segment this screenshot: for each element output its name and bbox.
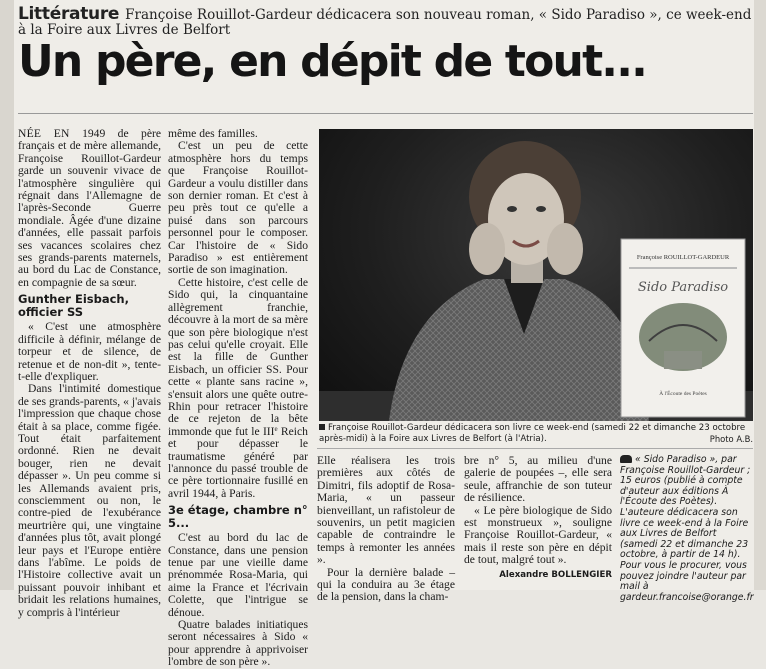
adjacent-page-strip-right: [754, 0, 766, 590]
adjacent-page-strip-left: [0, 0, 14, 590]
paragraph: Dans l'intimité domestique de ses grands-parents, « j'avais l'impression que chaque chose était à sa place, comme figée. Tout était parfaitement ordonné. Rien ne devait bouger, rien ne devait dépasser ». Un peu comme si les Allemands avaient pris, consciemment ou non, le contre-pied de l'exubérance meurtrière qui, une vingtaine d'années plus tôt, avait plongé leur pays et l'Europe entière dans l'abîme. Le poids de l'Histoire collective avait un puissant pouvoir inhibant et bridait les relations humaines, y compris à l'intérieur: [18, 382, 161, 619]
person-hand: [547, 223, 583, 275]
paragraph: [18, 128, 161, 289]
lead-word: NÉE EN: [18, 127, 70, 140]
header-line-1: [18, 4, 751, 24]
paragraph: « Le père biologique de Sido est monstrueux », souligne Françoise Rouillot-Gardeur, « mais il reste son père en dépit de tout, malgré tout ».: [464, 503, 612, 567]
paragraph-text: Cette histoire, c'est celle de Sido qui, la cinquantaine allègrement franchie, découvre à la mort de sa mère que son père biologique n'est pas celui qu'elle croyait. Elle est la fille de Gunther Eisbach, un officier SS. Pour cette « plante sans racine », s'ensuit alors une quête outre-Rhin pour retracer l'histoire de ce rejeton de la bête immonde que fut le III: [168, 275, 308, 438]
subheading: 3e étage, chambre n° 5...: [168, 503, 308, 531]
subheading: Gunther Eisbach, officier SS: [18, 292, 129, 320]
paragraph: Quatre balades initiatiques seront nécessaires à Sido « pour apprendre à apprivoiser l'ombre de son père ».: [168, 618, 308, 669]
kicker-text: Françoise Rouillot-Gardeur dédicacera son nouveau roman, « Sido Paradiso », ce week-end: [125, 7, 752, 23]
caption-bullet-icon: [319, 424, 325, 430]
person-eye: [507, 206, 517, 212]
book-title: Sido Paradiso: [637, 280, 729, 295]
divider: [18, 113, 753, 114]
section-rubric: Littérature: [18, 4, 120, 24]
author-signature: Alexandre BOLLENGIER: [499, 569, 612, 580]
person-hand: [469, 223, 505, 275]
paragraph: C'est au bord du lac de Constance, dans une pension tenue par une vieille dame prénommée Rosa-Maria, qui aime la France et l'écrivain Colette, que l'intrigue se dénoue.: [168, 531, 308, 619]
superscript: e: [274, 424, 278, 433]
article-column-4: [464, 455, 612, 581]
article-column-2: [168, 128, 308, 669]
headline: Un père, en dépit de tout...: [18, 36, 647, 87]
info-item: [620, 455, 753, 508]
paragraph: Elle réalisera les trois premières aux côtés de Dimitri, fils adoptif de Rosa-Maria, « un passeur bienveillant, un rafistoleur de souvenirs, un petit magicien capable de contraindre le temps à remonter les années ».: [317, 454, 455, 567]
photo-credit: Photo A.B.: [709, 434, 753, 444]
paragraph: [168, 277, 308, 500]
paragraph: C'est un peu de cette atmosphère hors du temps que Françoise Rouillot-Gardeur a voulu distiller dans son dernier roman. Et c'est à peu près tout ce qu'elle a puisé dans son parcours personnel pour le composer. Car l'histoire de « Sido Paradiso » est entièrement sortie de son imagination.: [168, 139, 308, 277]
paragraph-text: 1949 de père français et de mère allemande, Françoise Rouillot-Gardeur garde un souvenir vivace de l'atmosphère singulière qui régnait dans l'Allemagne de l'après-Seconde Guerre mondiale. Âgée d'une dizaine d'années, elle passait parfois ses vacances scolaires chez ses grands-parents maternels, au bord du Lac de Constance, en compagnie de sa sœur.: [18, 127, 161, 289]
article-column-1: [18, 128, 161, 619]
kicker-text-line2: à la Foire aux Livres de Belfort: [18, 22, 231, 38]
book-publisher: À l'Écoute des Poètes: [659, 391, 707, 397]
divider: [317, 448, 753, 449]
info-box: [620, 455, 753, 603]
paragraph: bre n° 5, au milieu d'une galerie de poupées –, elle sera seule, affranchie de son tuteur de résilience.: [464, 454, 612, 505]
article-header: [18, 2, 753, 38]
paragraph: même des familles.: [168, 127, 258, 140]
info-item: L'auteure dédicacera son livre ce week-end à la Foire aux Livres de Belfort (samedi 22 et dimanche 23 octobre, à partir de 14 h).: [620, 506, 749, 561]
photo-illustration: [319, 129, 753, 421]
photo-caption: [319, 423, 753, 445]
person-eye: [536, 206, 546, 212]
book-author: Françoise ROUILLOT-GARDEUR: [636, 254, 730, 261]
telephone-icon: [620, 455, 632, 463]
article-column-3: [317, 455, 455, 604]
author-photo: [319, 129, 753, 421]
paragraph-text: Reich et pour dépasser le traumatisme généré par l'annonce du passé trouble de ce père tortionnaire fusillé en avril 1944, à Paris.: [168, 424, 308, 500]
info-text: « Sido Paradiso », par Françoise Rouillot-Gardeur ; 15 euros (publié à compte d'auteur aux éditions À l'Écoute des Poètes).: [620, 454, 751, 508]
info-item: Pour vous le procurer, vous pouvez joindre l'auteur par mail à gardeur.francoise@orange.fr: [620, 559, 754, 603]
paragraph: Pour la dernière balade – qui la conduira au 3e étage de la pension, dans la cham-: [317, 565, 455, 604]
caption-text: Françoise Rouillot-Gardeur dédicacera son livre ce week-end (samedi 22 et dimanche 23 octobre après-midi) à la Foire aux Livres de Belfort (à l'Atria).: [319, 423, 746, 444]
paragraph: « C'est une atmosphère difficile à définir, mélange de torpeur et de silence, de retenue et de non-dit », tente-t-elle d'expliquer.: [18, 320, 161, 383]
